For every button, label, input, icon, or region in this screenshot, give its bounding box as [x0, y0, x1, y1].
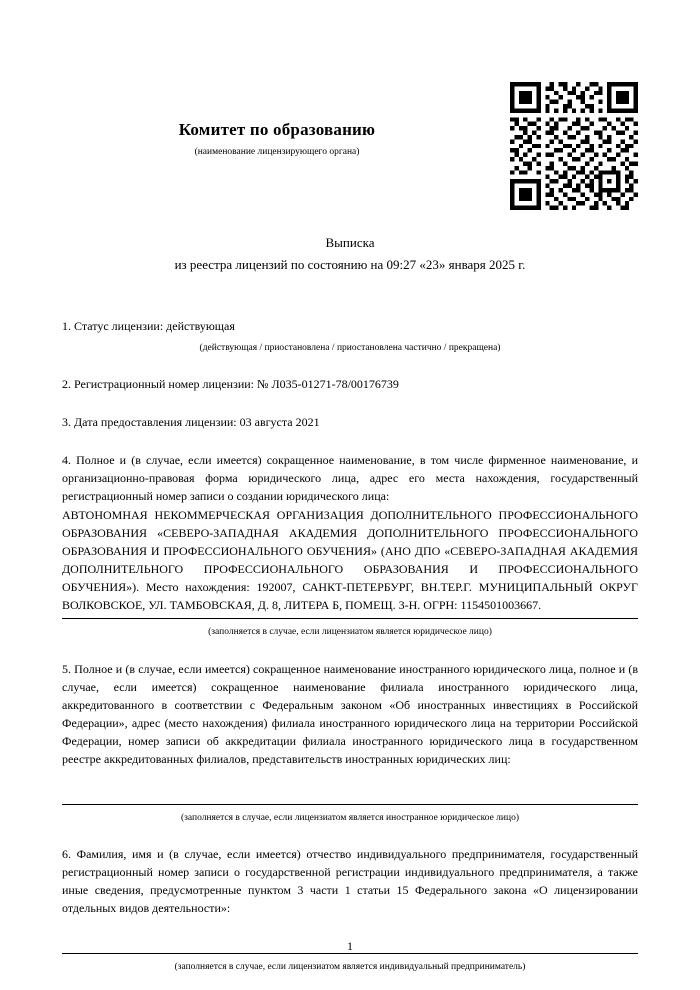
document-title-line1: Выписка	[325, 235, 375, 250]
qr-code-icon	[510, 82, 638, 210]
page-number: 1	[347, 939, 353, 953]
item-6-text: 6. Фамилия, имя и (в случае, если имеется) отчество индивидуального предпринимателя, государственный регистрационный номер записи о государственной регистрации индивидуального предпринимателя, а также иные сведения, предусмотренные пунктом 3 части 1 статьи 15 Федерального закона «О лицензировании отдельных видов деятельности»:	[62, 846, 638, 915]
item-4-text: 4. Полное и (в случае, если имеется) сокращенное наименование, в том числе фирменное наименование, и организационно-правовая форма юридического лица, адрес его места нахождения, государственный регистрационный номер записи о создании юридического лица:	[62, 453, 638, 504]
document-title-line2: из реестра лицензий по состоянию на 09:27 «23» января 2025 г.	[174, 257, 526, 272]
item-5-text: 5. Полное и (в случае, если имеется) сокращенное наименование иностранного юридического лица, полное и (в случае, если имеется) сокращенное наименование филиала иностранного юридического лица, аккредитованного в соответствии с Федеральным законом «Об иностранных инвестициях в Российской Федерации», адрес (место нахождения) филиала иностранного юридического лица на территории Российской Федерации, номер записи об аккредитации филиала иностранного юридического лица в государственном реестре аккредитованных филиалов, представительств иностранных юридических лиц:	[62, 661, 638, 766]
item-1-text: 1. Статус лицензии: действующая	[62, 319, 235, 333]
item-1	[62, 317, 638, 355]
item-5	[62, 660, 638, 825]
item-1-note: (действующая / приостановлена / приостановлена частично / прекращена)	[199, 343, 501, 353]
header-block	[62, 120, 492, 157]
item-2	[62, 375, 638, 393]
document-title	[62, 235, 638, 273]
item-6-note: (заполняется в случае, если лицензиатом является индивидуальный предприниматель)	[174, 961, 526, 972]
item-6	[62, 845, 638, 974]
item-4-body: АВТОНОМНАЯ НЕКОММЕРЧЕСКАЯ ОРГАНИЗАЦИЯ ДОПОЛНИТЕЛЬНОГО ПРОФЕССИОНАЛЬНОГО ОБРАЗОВАНИЯ «СЕВЕРО-ЗАПАДНАЯ АКАДЕМИЯ ДОПОЛНИТЕЛЬНОГО ПРОФЕССИОНАЛЬНОГО ОБРАЗОВАНИЯ И ПРОФЕССИОНАЛЬНОГО ОБУЧЕНИЯ» (АНО ДПО «СЕВЕРО-ЗАПАДНАЯ АКАДЕМИЯ ДОПОЛНИТЕЛЬНОГО ПРОФЕССИОНАЛЬНОГО ОБРАЗОВАНИЯ И ПРОФЕССИОНАЛЬНОГО ОБУЧЕНИЯ»). Место нахождения: 192007, САНКТ-ПЕТЕРБУРГ, ВН.ТЕР.Г. МУНИЦИПАЛЬНЫЙ ОКРУГ ВОЛКОВСКОЕ, УЛ. ТАМБОВСКАЯ, Д. 8, ЛИТЕРА Б, ПОМЕЩ. 3-Н. ОГРН: 1154501003667.	[62, 508, 638, 613]
item-2-text: 2. Регистрационный номер лицензии: № Л035-01271-78/00176739	[62, 377, 399, 392]
item-4-divider	[62, 618, 638, 619]
item-5-note: (заполняется в случае, если лицензиатом является иностранное юридическое лицо)	[181, 812, 519, 823]
org-caption: (наименование лицензирующего органа)	[194, 147, 360, 157]
page-title: Комитет по образованию	[178, 120, 376, 139]
item-3-text: 3. Дата предоставления лицензии: 03 августа 2021	[62, 415, 320, 430]
item-4	[62, 451, 638, 639]
item-5-blank-space	[62, 768, 638, 794]
item-3	[62, 413, 638, 431]
item-4-note: (заполняется в случае, если лицензиатом является юридическое лицо)	[208, 627, 492, 638]
item-5-divider	[62, 804, 638, 805]
